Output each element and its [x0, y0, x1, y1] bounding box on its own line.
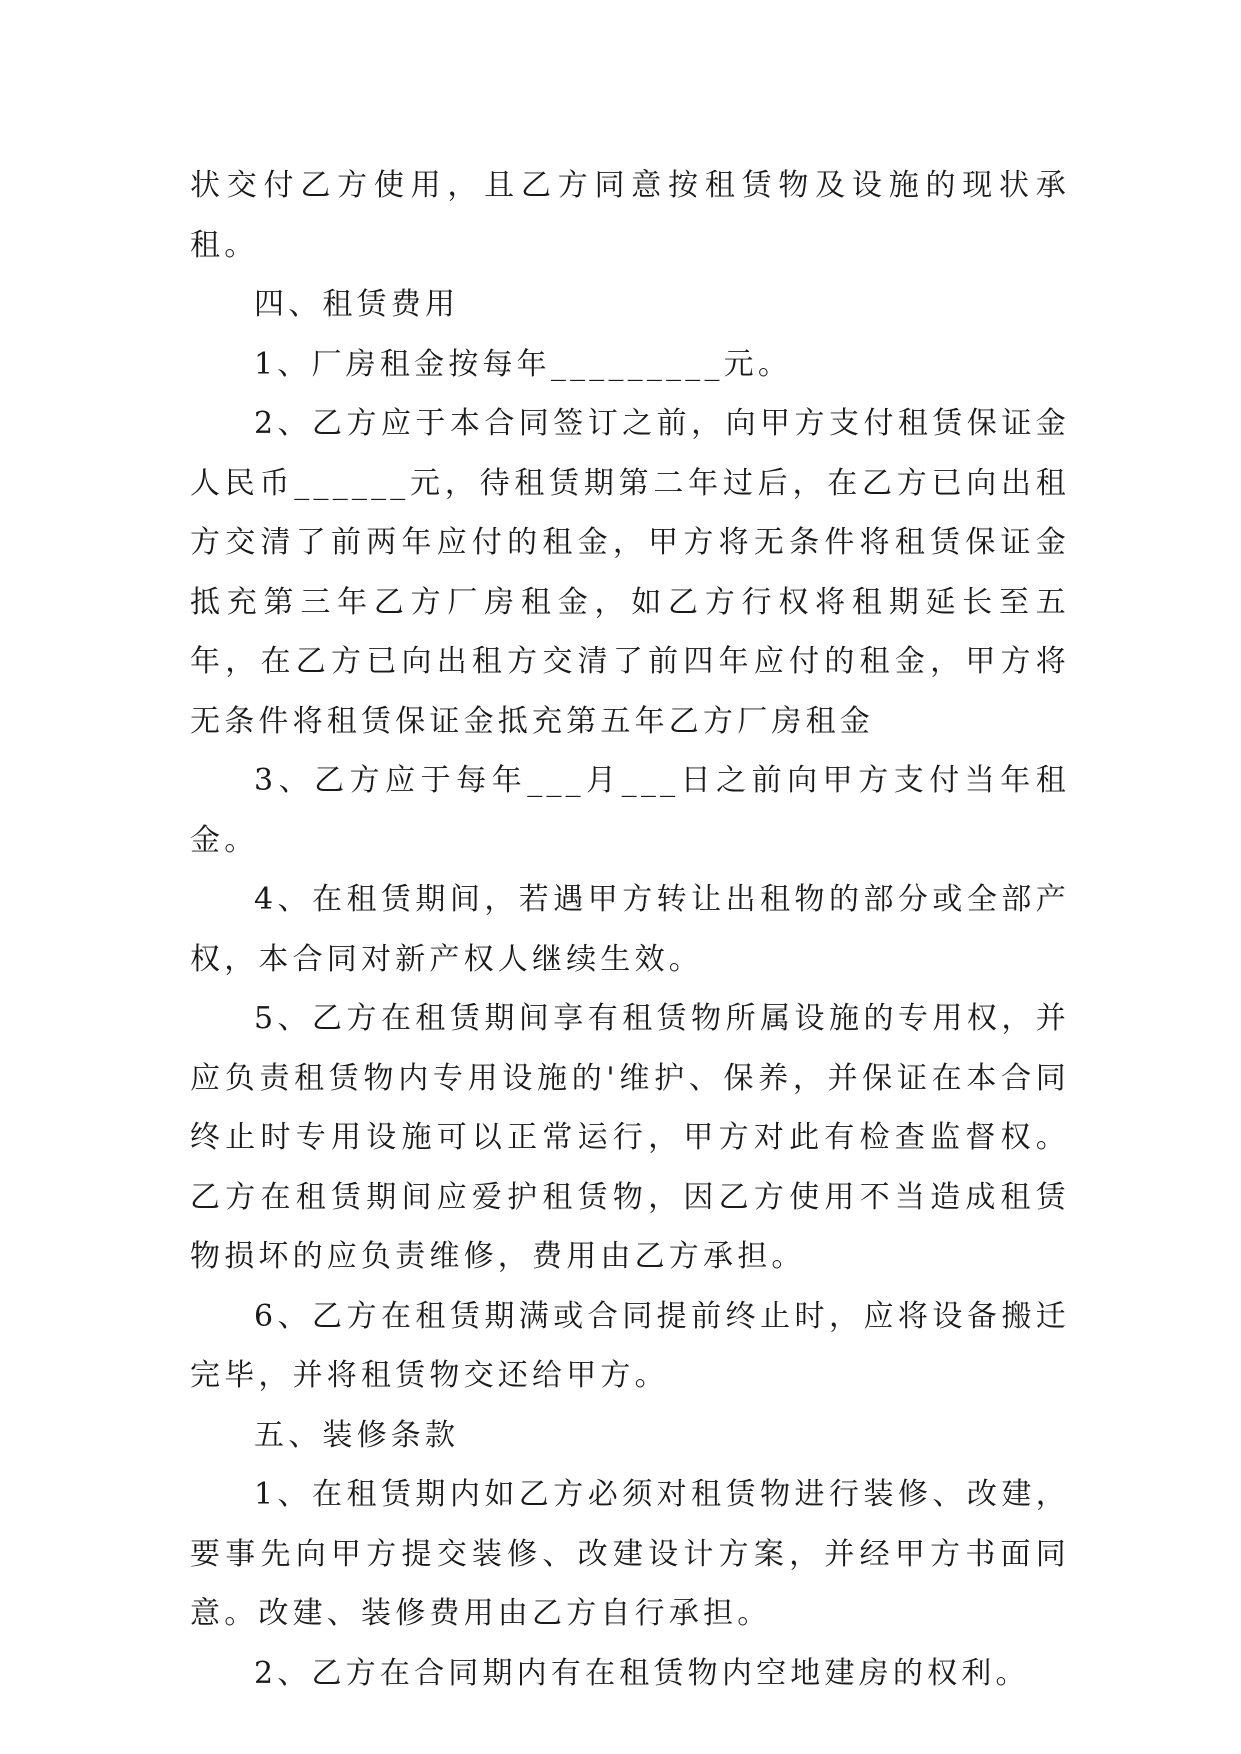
clause-4-2: 2、乙方应于本合同签订之前，向甲方支付租赁保证金人民币______元，待租赁期第二年过后，在乙方已向出租方交清了前两年应付的租金，甲方将无条件将租赁保证金抵充第三年乙方厂房租金，如乙方行权将租期延长至五年，在乙方已向出租方交清了前四年应付的租金，甲方将无条件将租赁保证金抵充第五年乙方厂房租金 [190, 406, 1070, 739]
clause-5-1: 1、在租赁期内如乙方必须对租赁物进行装修、改建，要事先向甲方提交装修、改建设计方案，并经甲方书面同意。改建、装修费用由乙方自行承担。 [190, 1477, 1070, 1631]
clause-4-3: 3、乙方应于每年___月___日之前向甲方支付当年租金。 [190, 763, 1070, 858]
clause-4-5: 5、乙方在租赁期间享有租赁物所属设施的专用权，并应负责租赁物内专用设施的'维护、保养，并保证在本合同终止时专用设施可以正常运行，甲方对此有检查监督权。乙方在租赁期间应爱护租赁物，因乙方使用不当造成租赁物损坏的应负责维修，费用由乙方承担。 [190, 1001, 1070, 1274]
clause-4-1: 1、厂房租金按每年_________元。 [254, 346, 793, 382]
clause-5-2: 2、乙方在合同期内有在租赁物内空地建房的权利。 [254, 1655, 1030, 1691]
paragraph-continuation: 状交付乙方使用，且乙方同意按租赁物及设施的现状承租。 [190, 168, 1070, 263]
clause-4-6: 6、乙方在租赁期满或合同提前终止时，应将设备搬迁完毕，并将租赁物交还给甲方。 [190, 1298, 1070, 1393]
section-heading-rental-fees: 四、租赁费用 [254, 287, 460, 322]
document-page [190, 156, 1070, 1703]
clause-4-4: 4、在租赁期间，若遇甲方转让出租物的部分或全部产权，本合同对新产权人继续生效。 [190, 882, 1070, 977]
section-heading-decoration: 五、装修条款 [254, 1417, 460, 1453]
